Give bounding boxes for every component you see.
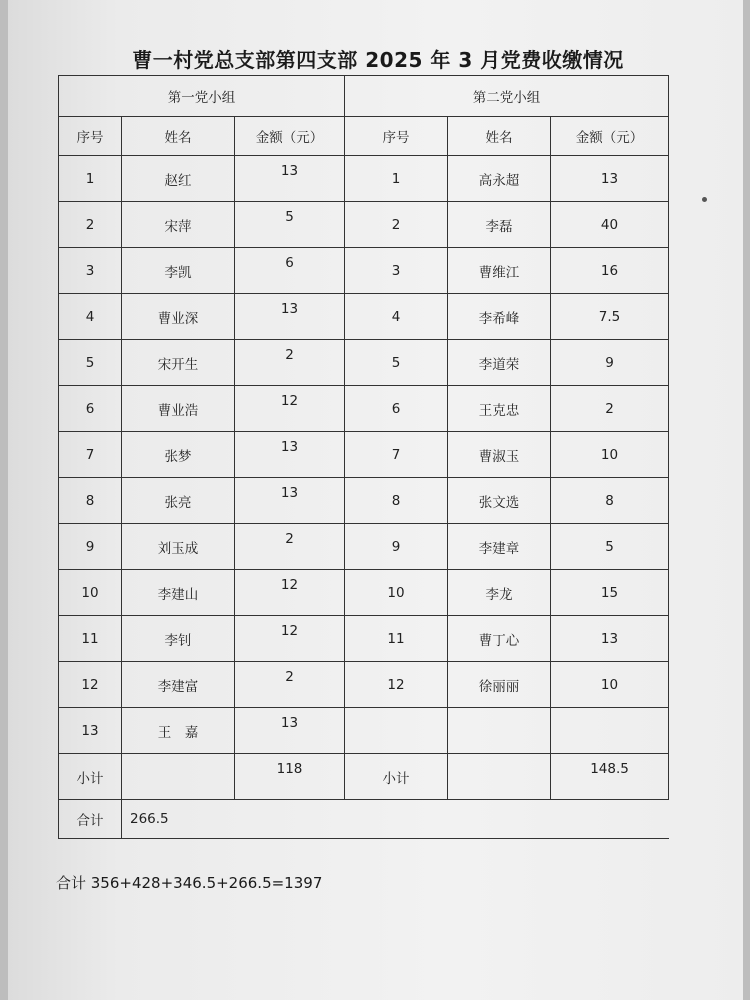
g2-name-cell: 曹丁心 bbox=[448, 616, 551, 662]
g2-name-cell: 高永超 bbox=[448, 156, 551, 202]
g1-name-cell: 刘玉成 bbox=[122, 524, 235, 570]
g2-amount-cell: 15 bbox=[551, 570, 669, 616]
g2-seq-cell: 10 bbox=[345, 570, 448, 616]
g1-name-cell: 张亮 bbox=[122, 478, 235, 524]
g2-seq-cell: 3 bbox=[345, 248, 448, 294]
document-title: 曹一村党总支部第四支部 2025 年 3 月党费收缴情况 bbox=[132, 48, 624, 72]
total-row bbox=[59, 800, 669, 839]
g2-name-cell: 曹淑玉 bbox=[448, 432, 551, 478]
g2-seq-cell: 2 bbox=[345, 202, 448, 248]
g1-name-cell: 李钊 bbox=[122, 616, 235, 662]
g1-seq-cell: 8 bbox=[59, 478, 122, 524]
g2-name-cell: 李磊 bbox=[448, 202, 551, 248]
g2-seq-cell: 6 bbox=[345, 386, 448, 432]
g1-name-cell: 曹业深 bbox=[122, 294, 235, 340]
table-row bbox=[59, 570, 669, 616]
table-row bbox=[59, 708, 669, 754]
g1-amount-cell: 13 bbox=[235, 156, 345, 202]
g1-seq-cell: 7 bbox=[59, 432, 122, 478]
g1-subtotal-value: 118 bbox=[235, 754, 345, 800]
table-row bbox=[59, 340, 669, 386]
g2-seq-cell: 1 bbox=[345, 156, 448, 202]
g2-amount-cell: 2 bbox=[551, 386, 669, 432]
g1-amount-cell: 2 bbox=[235, 662, 345, 708]
table-row bbox=[59, 616, 669, 662]
table-row bbox=[59, 294, 669, 340]
g2-amount-cell: 13 bbox=[551, 616, 669, 662]
g1-seq-cell: 1 bbox=[59, 156, 122, 202]
grand-total-note: 合计 356+428+346.5+266.5=1397 bbox=[56, 874, 323, 892]
g1-amount-cell: 2 bbox=[235, 524, 345, 570]
g1-seq-cell: 12 bbox=[59, 662, 122, 708]
table-row bbox=[59, 386, 669, 432]
paper-sheet bbox=[8, 0, 743, 1000]
g1-subtotal-label: 小计 bbox=[59, 754, 122, 800]
col-header: 金额（元） bbox=[235, 117, 345, 156]
g2-seq-cell bbox=[345, 708, 448, 754]
table-row bbox=[59, 524, 669, 570]
g1-amount-cell: 12 bbox=[235, 616, 345, 662]
g2-amount-cell: 7.5 bbox=[551, 294, 669, 340]
col-header: 姓名 bbox=[448, 117, 551, 156]
g1-amount-cell: 2 bbox=[235, 340, 345, 386]
g2-amount-cell: 10 bbox=[551, 432, 669, 478]
g2-subtotal-blank bbox=[448, 754, 551, 800]
g2-amount-cell bbox=[551, 708, 669, 754]
total-value: 266.5 bbox=[122, 800, 669, 839]
g1-seq-cell: 9 bbox=[59, 524, 122, 570]
g1-subtotal-blank bbox=[122, 754, 235, 800]
g2-amount-cell: 9 bbox=[551, 340, 669, 386]
g1-amount-cell: 12 bbox=[235, 570, 345, 616]
col-header: 姓名 bbox=[122, 117, 235, 156]
g1-amount-cell: 5 bbox=[235, 202, 345, 248]
g2-seq-cell: 12 bbox=[345, 662, 448, 708]
g1-amount-cell: 13 bbox=[235, 432, 345, 478]
g1-seq-cell: 10 bbox=[59, 570, 122, 616]
g2-subtotal-value: 148.5 bbox=[551, 754, 669, 800]
col-header: 序号 bbox=[59, 117, 122, 156]
g2-seq-cell: 9 bbox=[345, 524, 448, 570]
subtotal-row bbox=[59, 754, 669, 800]
pin-mark bbox=[702, 197, 707, 202]
g1-seq-cell: 3 bbox=[59, 248, 122, 294]
g2-name-cell: 李道荣 bbox=[448, 340, 551, 386]
g1-seq-cell: 13 bbox=[59, 708, 122, 754]
g1-name-cell: 王 嘉 bbox=[122, 708, 235, 754]
g1-amount-cell: 6 bbox=[235, 248, 345, 294]
g2-amount-cell: 16 bbox=[551, 248, 669, 294]
g1-seq-cell: 5 bbox=[59, 340, 122, 386]
g1-amount-cell: 12 bbox=[235, 386, 345, 432]
g2-seq-cell: 5 bbox=[345, 340, 448, 386]
g1-seq-cell: 4 bbox=[59, 294, 122, 340]
g1-name-cell: 宋萍 bbox=[122, 202, 235, 248]
g2-seq-cell: 7 bbox=[345, 432, 448, 478]
group-header-row bbox=[59, 76, 669, 117]
g2-amount-cell: 13 bbox=[551, 156, 669, 202]
g2-seq-cell: 11 bbox=[345, 616, 448, 662]
g2-name-cell: 曹维江 bbox=[448, 248, 551, 294]
total-label: 合计 bbox=[59, 800, 122, 839]
g2-subtotal-label: 小计 bbox=[345, 754, 448, 800]
g1-name-cell: 李凯 bbox=[122, 248, 235, 294]
g2-name-cell: 李希峰 bbox=[448, 294, 551, 340]
col-header: 金额（元） bbox=[551, 117, 669, 156]
table-row bbox=[59, 202, 669, 248]
g2-amount-cell: 10 bbox=[551, 662, 669, 708]
g2-name-cell: 徐丽丽 bbox=[448, 662, 551, 708]
g2-seq-cell: 4 bbox=[345, 294, 448, 340]
g2-amount-cell: 40 bbox=[551, 202, 669, 248]
table-row bbox=[59, 478, 669, 524]
g1-seq-cell: 11 bbox=[59, 616, 122, 662]
table-row bbox=[59, 156, 669, 202]
g1-amount-cell: 13 bbox=[235, 478, 345, 524]
col-header: 序号 bbox=[345, 117, 448, 156]
g1-seq-cell: 2 bbox=[59, 202, 122, 248]
fee-table-body bbox=[59, 76, 669, 839]
g1-name-cell: 张梦 bbox=[122, 432, 235, 478]
g1-name-cell: 曹业浩 bbox=[122, 386, 235, 432]
g2-name-cell bbox=[448, 708, 551, 754]
group2-name: 第二党小组 bbox=[345, 76, 669, 117]
g2-name-cell: 张文选 bbox=[448, 478, 551, 524]
g1-name-cell: 赵红 bbox=[122, 156, 235, 202]
fee-table bbox=[58, 75, 669, 839]
g2-name-cell: 李建章 bbox=[448, 524, 551, 570]
group1-name: 第一党小组 bbox=[59, 76, 345, 117]
g2-name-cell: 王克忠 bbox=[448, 386, 551, 432]
column-header-row bbox=[59, 117, 669, 156]
g1-amount-cell: 13 bbox=[235, 708, 345, 754]
table-row bbox=[59, 432, 669, 478]
table-row bbox=[59, 248, 669, 294]
g1-name-cell: 宋开生 bbox=[122, 340, 235, 386]
g2-name-cell: 李龙 bbox=[448, 570, 551, 616]
g2-amount-cell: 8 bbox=[551, 478, 669, 524]
g1-name-cell: 李建富 bbox=[122, 662, 235, 708]
g1-name-cell: 李建山 bbox=[122, 570, 235, 616]
g1-amount-cell: 13 bbox=[235, 294, 345, 340]
g2-seq-cell: 8 bbox=[345, 478, 448, 524]
table-row bbox=[59, 662, 669, 708]
g2-amount-cell: 5 bbox=[551, 524, 669, 570]
g1-seq-cell: 6 bbox=[59, 386, 122, 432]
